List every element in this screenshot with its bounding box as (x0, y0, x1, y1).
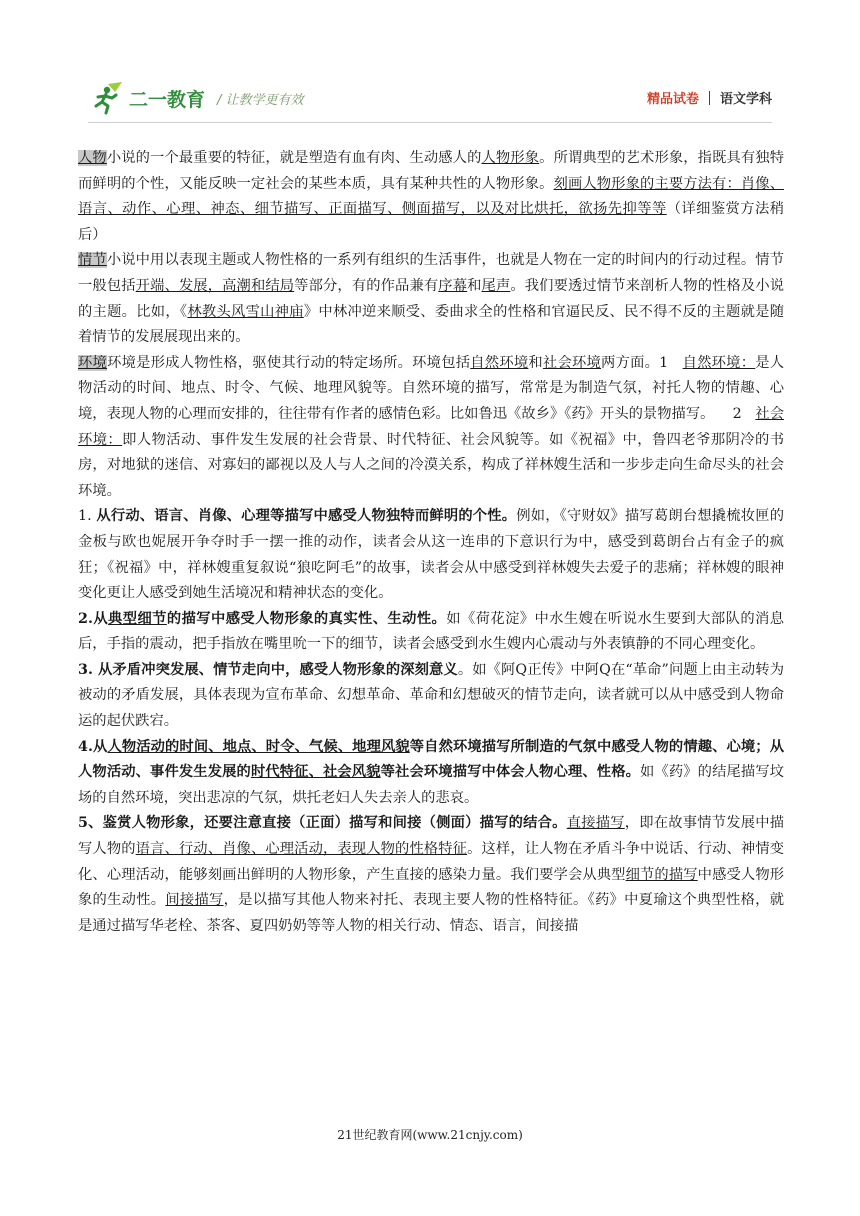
underlined-text: 刻画人物形象的主要方法有：肖像、语言、动作、心理、神态、细节描写、正面描写、侧面描写，以及对比烘托，欲扬先抑等等 (78, 175, 784, 218)
page-header (88, 78, 772, 124)
text: 两方面。1 (601, 354, 683, 371)
list-number: 1. (78, 508, 97, 525)
text: 小说中用以表现主题或人物性格的一系列有组织的生活事件，也就是人物在一定的时间内的行动过程。情节一般包括 (78, 252, 785, 294)
header-divider (709, 91, 710, 105)
header-right (647, 88, 772, 107)
underlined-text: 自然环境 (470, 354, 529, 371)
paragraph-point-4 (78, 735, 784, 812)
point-heading: 等社会环境描写中体会人物心理、性格。 (380, 764, 641, 781)
text: 》中林冲逆来顺受、委曲求全的性格和官逼民反、民不得不反的主题就是随着情节的发展展现出来的。 (78, 303, 785, 346)
point-heading-underlined: 人物活动的时间、地点、时令、气候、地理风貌 (107, 738, 410, 755)
underlined-text: 语言、行动、肖像、心理活动，表现人物的性格特征 (135, 841, 468, 858)
text: 等部分，有的作品兼有 (294, 277, 439, 294)
quality-label: 精品试卷 (646, 92, 699, 107)
underlined-text: 社会环境 (542, 354, 602, 371)
underlined-text: 尾声 (481, 277, 511, 294)
text: ，是以描写其他人物来衬托、表现主要人物的性格特征。《药》中夏瑜这个典型性格，就是通过描写华老栓、茶客、夏四奶奶等等人物的相关行动、情态、语言，间接描 (78, 892, 785, 934)
text: 例如，《守财奴》描写葛朗台想撬梳妆匣的金板与欧也妮展开争夺时手一摆一推的动作，读者会从这一连串的下意识行为中，感受到葛朗台占有金子的疯狂；《祝福》中，祥林嫂重复叙说“狼吃阿毛”的故事，读者会从中感受到祥林嫂失去爱子的悲痛；祥林嫂的眼神变化更让人感受到她生活境况和精神状态的变化。 (78, 508, 785, 602)
logo-text: 二一教育 (129, 88, 206, 111)
text: 是人物活动的时间、地点、时令、气候、地理风貌等。自然环境的描写，常常是为制造气氛，衬托人物的情趣、心境，表现人物的心理而安排的，往往带有作者的感情色彩。比如鲁迅《故乡》《药》开头的景物描写。 2 (78, 354, 785, 422)
header-rule (88, 122, 772, 123)
text: 中感受人物形象的生动性。 (78, 866, 785, 909)
point-heading-underlined: 典型细节 (108, 610, 167, 627)
text: 环境是形成人物性格，驱使其行动的特定场所。环境包括 (107, 354, 471, 371)
paragraph-plot (78, 248, 784, 350)
point-heading: 等自然环境描写所制造的气氛中感受人物的情趣、心境；从人物活动、事件发生发展的 (78, 738, 785, 781)
page-footer: 21世纪教育网(www.21cnjy.com) (337, 1128, 523, 1142)
point-heading: 5、鉴赏人物形象，还要注意直接（正面）描写和间接（侧面）描写的结合。 (78, 815, 567, 832)
text: 。所谓典型的艺术形象，指既具有独特而鲜明的个性，又能反映一定社会的某些本质，具有某种共性的人物形象。 (78, 150, 785, 192)
subject-label: 语文学科 (719, 92, 772, 107)
point-heading: 2.从 (78, 610, 109, 627)
text: 即人物活动、事件发生发展的社会背景、时代特征、社会风貌等。如《祝福》中，鲁四老爷那阴冷的书房，对地狱的迷信、对寡妇的鄙视以及人与人之间的冷漠关系，构成了祥林嫂生活和一步步走向生命尽头的社会环境。 (78, 431, 785, 499)
paragraph-point-3 (78, 658, 784, 735)
underlined-text: 社会环境： (78, 405, 784, 448)
paragraph-environment (78, 351, 784, 505)
underlined-text: 间接描写 (165, 892, 224, 909)
point-heading: 从行动、语言、肖像、心理等描写中感受人物独特而鲜明的个性。 (96, 508, 517, 525)
paragraph-point-1 (78, 504, 784, 606)
point-heading: 的描写中感受人物形象的真实性、生动性。 (166, 610, 447, 627)
text: 如《药》的结尾描写坟场的自然环境，突出悲凉的气氛，烘托老妇人失去亲人的悲哀。 (78, 764, 785, 806)
paragraph-point-5 (78, 811, 784, 939)
text: ，即在故事情节发展中描写人物的 (78, 815, 785, 858)
underlined-text: 人物形象 (481, 150, 540, 166)
underlined-text: 自然环境： (682, 354, 756, 371)
point-heading-underlined: 时代特征、社会风貌 (250, 764, 381, 781)
running-figure-logo-icon (88, 80, 128, 116)
text: 。这样，让人物在矛盾斗争中说话、行动、神情变化、心理活动，能够刻画出鲜明的人物形象，产生直接的感染力量。我们要学会从典型 (78, 841, 785, 883)
document-body (78, 146, 784, 939)
term-tag: 环境 (78, 354, 108, 371)
slogan: / 让教学更有效 (217, 92, 304, 108)
point-heading: 4.从 (78, 738, 108, 755)
brand-logo (88, 78, 304, 118)
text: 和 (467, 277, 482, 294)
term-tag: 人物 (78, 150, 107, 166)
paragraph-character (78, 146, 784, 248)
term-tag: 情节 (78, 252, 107, 269)
underlined-text: 序幕 (438, 277, 468, 294)
text: 和 (528, 354, 543, 371)
paragraph-point-2 (78, 607, 784, 658)
underlined-text: 直接描写 (566, 815, 625, 832)
text: 小说的一个最重要的特征，就是塑造有血有肉、生动感人的 (106, 150, 482, 166)
underlined-text: 林教头风雪山神庙 (187, 303, 304, 320)
text: 。我们要透过情节来剖析人物的性格及小说的主题。比如，《 (78, 277, 785, 320)
text: 。如《阿Q正传》中阿Q在“革命”问题上由主动转为被动的矛盾发展，具体表现为宣布革命、幻想革命、革命和幻想破灭的情节走向，读者就可以从中感受到人物命运的起伏跌宕。 (78, 661, 785, 730)
text: 如《荷花淀》中水生嫂在听说水生要到大部队的消息后，手指的震动，把手指放在嘴里吮一下的细节，读者会感受到水生嫂内心震动与外表镇静的不同心理变化。 (78, 610, 785, 653)
underlined-text: 开端、发展，高潮和结局 (135, 277, 295, 294)
point-heading: 3. 从矛盾冲突发展、情节走向中，感受人物形象的深刻意义 (78, 661, 458, 678)
underlined-text: 细节的描写 (625, 866, 698, 883)
text: （详细鉴赏方法稍后） (78, 201, 785, 243)
